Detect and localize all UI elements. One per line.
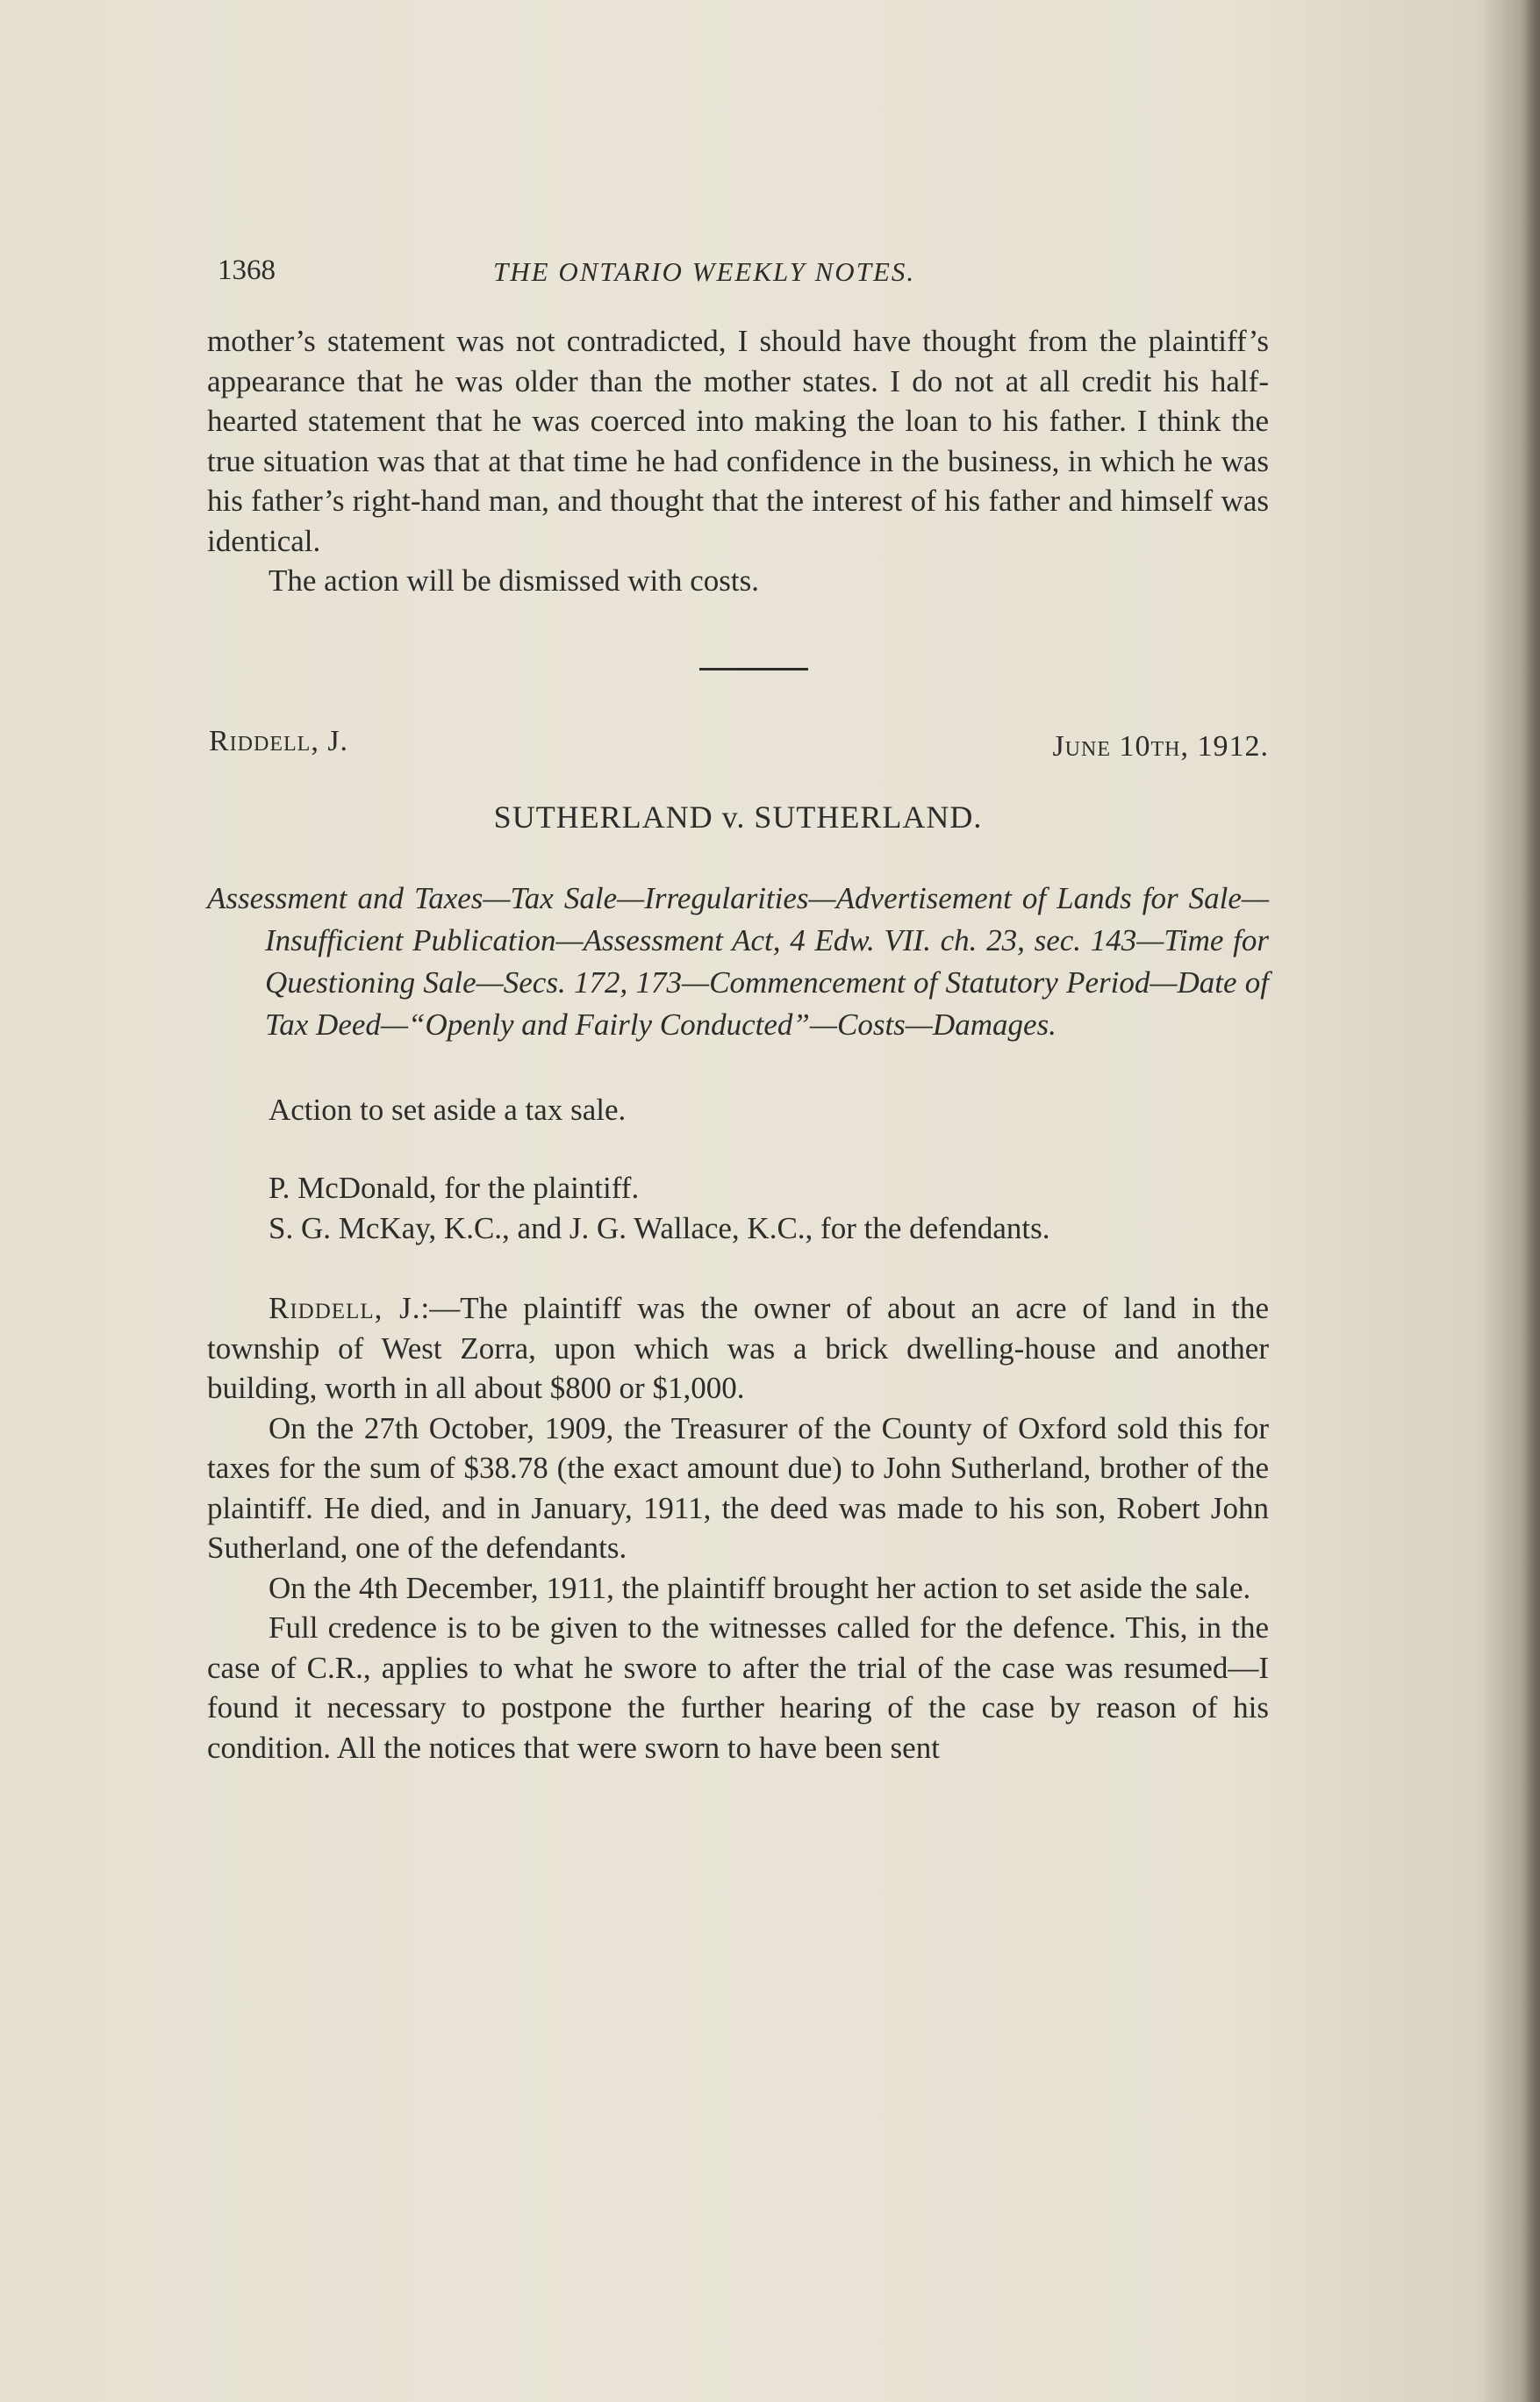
section-divider [699,668,808,670]
opinion-text: :—The plaintiff was the owner of about an acre of land in the township of West Zorra, upon which was a brick dwelling-house and another building, worth in all about $800 or $1,000. [207,1291,1269,1405]
page-edge-shadow [1521,0,1540,2402]
running-head [207,255,1269,298]
decision-date: June 10th, 1912. [1052,729,1269,763]
counsel-defendants: S. G. McKay, K.C., and J. G. Wallace, K.C., for the defendants. [269,1210,1050,1245]
opinion-paragraph: Full credence is to be given to the witnesses called for the defence. This, in the case of C.R., applies to what he swore to after the trial of the case was resumed—I found it necessary to postpone the further hearing of the case by reason of his condition. All the notices that were sworn to have been sent [207,1610,1269,1765]
opinion-paragraph: On the 4th December, 1911, the plaintiff brought her action to set aside the sale. [269,1570,1251,1605]
opinion-judge: Riddell, J. [269,1291,421,1325]
continuation-paragraph: mother’s statement was not contradicted, I should have thought from the plaintiff’s appearance that he was older than the mother states. I do not at all credit his half-hearted statement that he was coerced into making the loan to his father. I think the true situation was that at that time he had confidence in the business, in which he was his father’s right-hand man, and thought that the interest of his father and himself was identical. [207,324,1269,558]
judge-name: Riddell, J. [209,724,349,757]
judge-date-line [207,725,1269,765]
opinion-paragraph [207,1288,1269,1409]
headnote: Assessment and Taxes—Tax Sale—Irregularities—Advertisement of Lands for Sale—Insufficient Publication—Assessment Act, 4 Edw. VII. ch. 23, sec. 143—Time for Questioning Sale—Secs. 172, 173—Commencement of Statutory Period—Date of Tax Deed—“Openly and Fairly Conducted”—Costs—Damages. [207,880,1269,1042]
opinion-paragraph: On the 27th October, 1909, the Treasurer of the County of Oxford sold this for taxes for the sum of $38.78 (the exact amount due) to John Sutherland, brother of the plaintiff. He died, and in January, 1911, the deed was made to his son, Robert John Sutherland, one of the defendants. [207,1410,1269,1565]
page-number: 1368 [218,255,276,286]
action-statement: Action to set aside a tax sale. [269,1092,627,1127]
text-column [207,255,1269,1767]
conclusion-paragraph: The action will be dismissed with costs. [269,563,759,598]
case-title: SUTHERLAND v. SUTHERLAND. [493,799,983,835]
counsel-plaintiff: P. McDonald, for the plaintiff. [269,1171,640,1205]
journal-title: THE ONTARIO WEEKLY NOTES. [493,256,916,287]
